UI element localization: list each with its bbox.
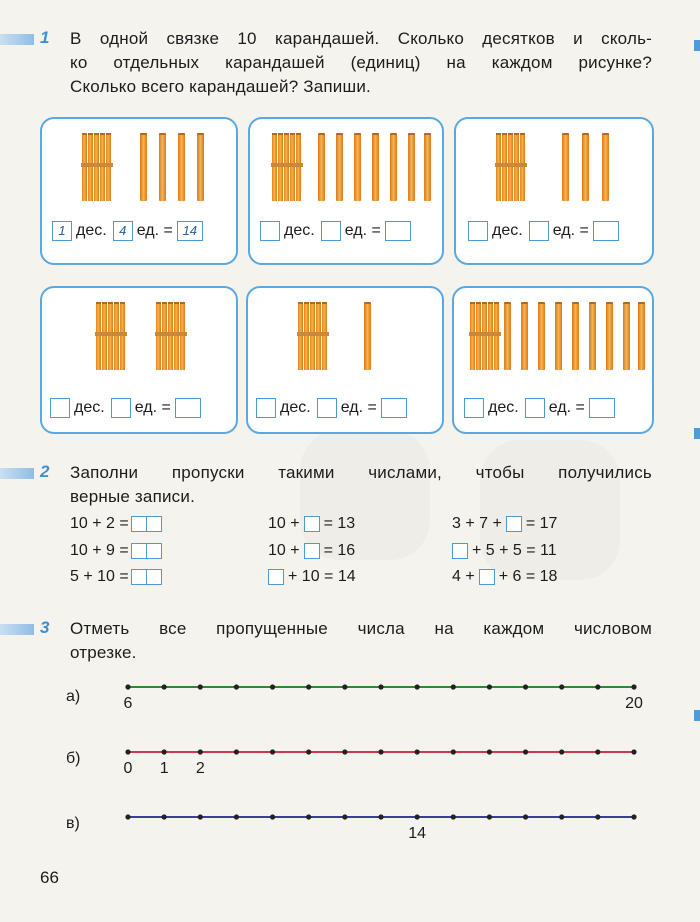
tens-label: дес. — [284, 222, 315, 239]
number-line-point[interactable] — [378, 684, 383, 689]
equation-text: + 10 = 14 — [288, 568, 356, 585]
number-line-point[interactable] — [631, 814, 636, 819]
units-label: ед. = — [552, 222, 589, 239]
number-line-point[interactable] — [487, 684, 492, 689]
page-number: 66 — [40, 868, 59, 887]
number-line-point[interactable] — [306, 749, 311, 754]
number-line-point[interactable] — [198, 684, 203, 689]
number-line-point[interactable] — [451, 814, 456, 819]
number-line-label: 1 — [159, 760, 169, 777]
units-label: ед. = — [340, 399, 377, 416]
number-line-point[interactable] — [523, 684, 528, 689]
number-line-point[interactable] — [198, 749, 203, 754]
number-line-point[interactable] — [378, 814, 383, 819]
tens-label: дес. — [488, 399, 519, 416]
number-line-point[interactable] — [559, 749, 564, 754]
tens-label: дес. — [492, 222, 523, 239]
task2-number: 2 — [40, 462, 50, 481]
equation-text: 10 + — [268, 542, 300, 559]
number-line-label: 14 — [408, 825, 427, 842]
equation-text: 10 + 2 = — [70, 515, 129, 532]
equation-text: 3 + 7 + — [452, 515, 502, 532]
task1-line-1: В одной связке 10 карандашей. Сколько десятков и сколь- — [70, 29, 652, 48]
units-label: ед. = — [136, 222, 173, 239]
task2-line-1: Заполни пропуски такими числами, чтобы получились — [70, 463, 652, 482]
number-line-point[interactable] — [595, 684, 600, 689]
number-line-point[interactable] — [125, 749, 130, 754]
number-line-point[interactable] — [162, 684, 167, 689]
number-line-point[interactable] — [234, 749, 239, 754]
number-line-point[interactable] — [415, 749, 420, 754]
tens-label: дес. — [74, 399, 105, 416]
number-line-b-letter: б) — [66, 750, 81, 767]
number-line-point[interactable] — [342, 684, 347, 689]
number-line-point[interactable] — [451, 684, 456, 689]
number-line-point[interactable] — [234, 684, 239, 689]
number-line-point[interactable] — [342, 814, 347, 819]
number-line-label: 2 — [195, 760, 205, 777]
number-line-point[interactable] — [487, 749, 492, 754]
units-label: ед. = — [548, 399, 585, 416]
number-line-label: 6 — [123, 695, 133, 712]
equation-text: 10 + — [268, 515, 300, 532]
number-line-point[interactable] — [125, 684, 130, 689]
number-line-point[interactable] — [487, 814, 492, 819]
number-line-point[interactable] — [270, 684, 275, 689]
number-line-point[interactable] — [234, 814, 239, 819]
units-label: ед. = — [134, 399, 171, 416]
number-line-point[interactable] — [162, 749, 167, 754]
task3-line-1: Отметь все пропущенные числа на каждом числовом — [70, 619, 652, 638]
number-line-label: 20 — [625, 695, 643, 712]
tens-label: дес. — [280, 399, 311, 416]
task1-line-2: ко отдельных карандашей (единиц) на каждом рисунке? — [70, 53, 652, 72]
number-line-label: 0 — [123, 760, 133, 777]
number-line-point[interactable] — [631, 749, 636, 754]
number-line-point[interactable] — [415, 684, 420, 689]
task3-number: 3 — [40, 618, 50, 637]
number-line-a-letter: а) — [66, 688, 81, 705]
task3-line-2: отрезке. — [70, 643, 137, 662]
task1-line-3: Сколько всего карандашей? Запиши. — [70, 77, 371, 96]
number-line-point[interactable] — [523, 814, 528, 819]
number-line-c-letter: в) — [66, 815, 80, 832]
number-line-point[interactable] — [378, 749, 383, 754]
number-line-point[interactable] — [559, 684, 564, 689]
tens-box[interactable]: 1 — [52, 221, 72, 241]
equation-text: 10 + 9 = — [70, 542, 129, 559]
equation-text: = 17 — [525, 515, 558, 532]
number-line-point[interactable] — [559, 814, 564, 819]
number-line-point[interactable] — [270, 814, 275, 819]
number-line-point[interactable] — [523, 749, 528, 754]
equation-text: 5 + 10 = — [70, 568, 129, 585]
total-box[interactable]: 14 — [177, 221, 203, 241]
number-line-point[interactable] — [342, 749, 347, 754]
number-line-point[interactable] — [306, 684, 311, 689]
number-line-point[interactable] — [270, 749, 275, 754]
equation-text: = 16 — [323, 542, 356, 559]
number-line-point[interactable] — [125, 814, 130, 819]
units-box[interactable]: 4 — [113, 221, 133, 241]
number-line-point[interactable] — [198, 814, 203, 819]
task1-number: 1 — [40, 28, 50, 47]
equation-text: + 5 + 5 = 11 — [472, 542, 557, 559]
equation-text: + 6 = 18 — [498, 568, 558, 585]
number-line-point[interactable] — [595, 749, 600, 754]
task2-line-2: верные записи. — [70, 487, 196, 506]
equation-text: = 13 — [323, 515, 356, 532]
number-line-point[interactable] — [306, 814, 311, 819]
equation-text: 4 + — [452, 568, 475, 585]
units-label: ед. = — [344, 222, 381, 239]
number-line-point[interactable] — [451, 749, 456, 754]
number-line-point[interactable] — [162, 814, 167, 819]
tens-label: дес. — [76, 222, 107, 239]
number-line-point[interactable] — [415, 814, 420, 819]
number-line-point[interactable] — [595, 814, 600, 819]
number-line-point[interactable] — [631, 684, 636, 689]
